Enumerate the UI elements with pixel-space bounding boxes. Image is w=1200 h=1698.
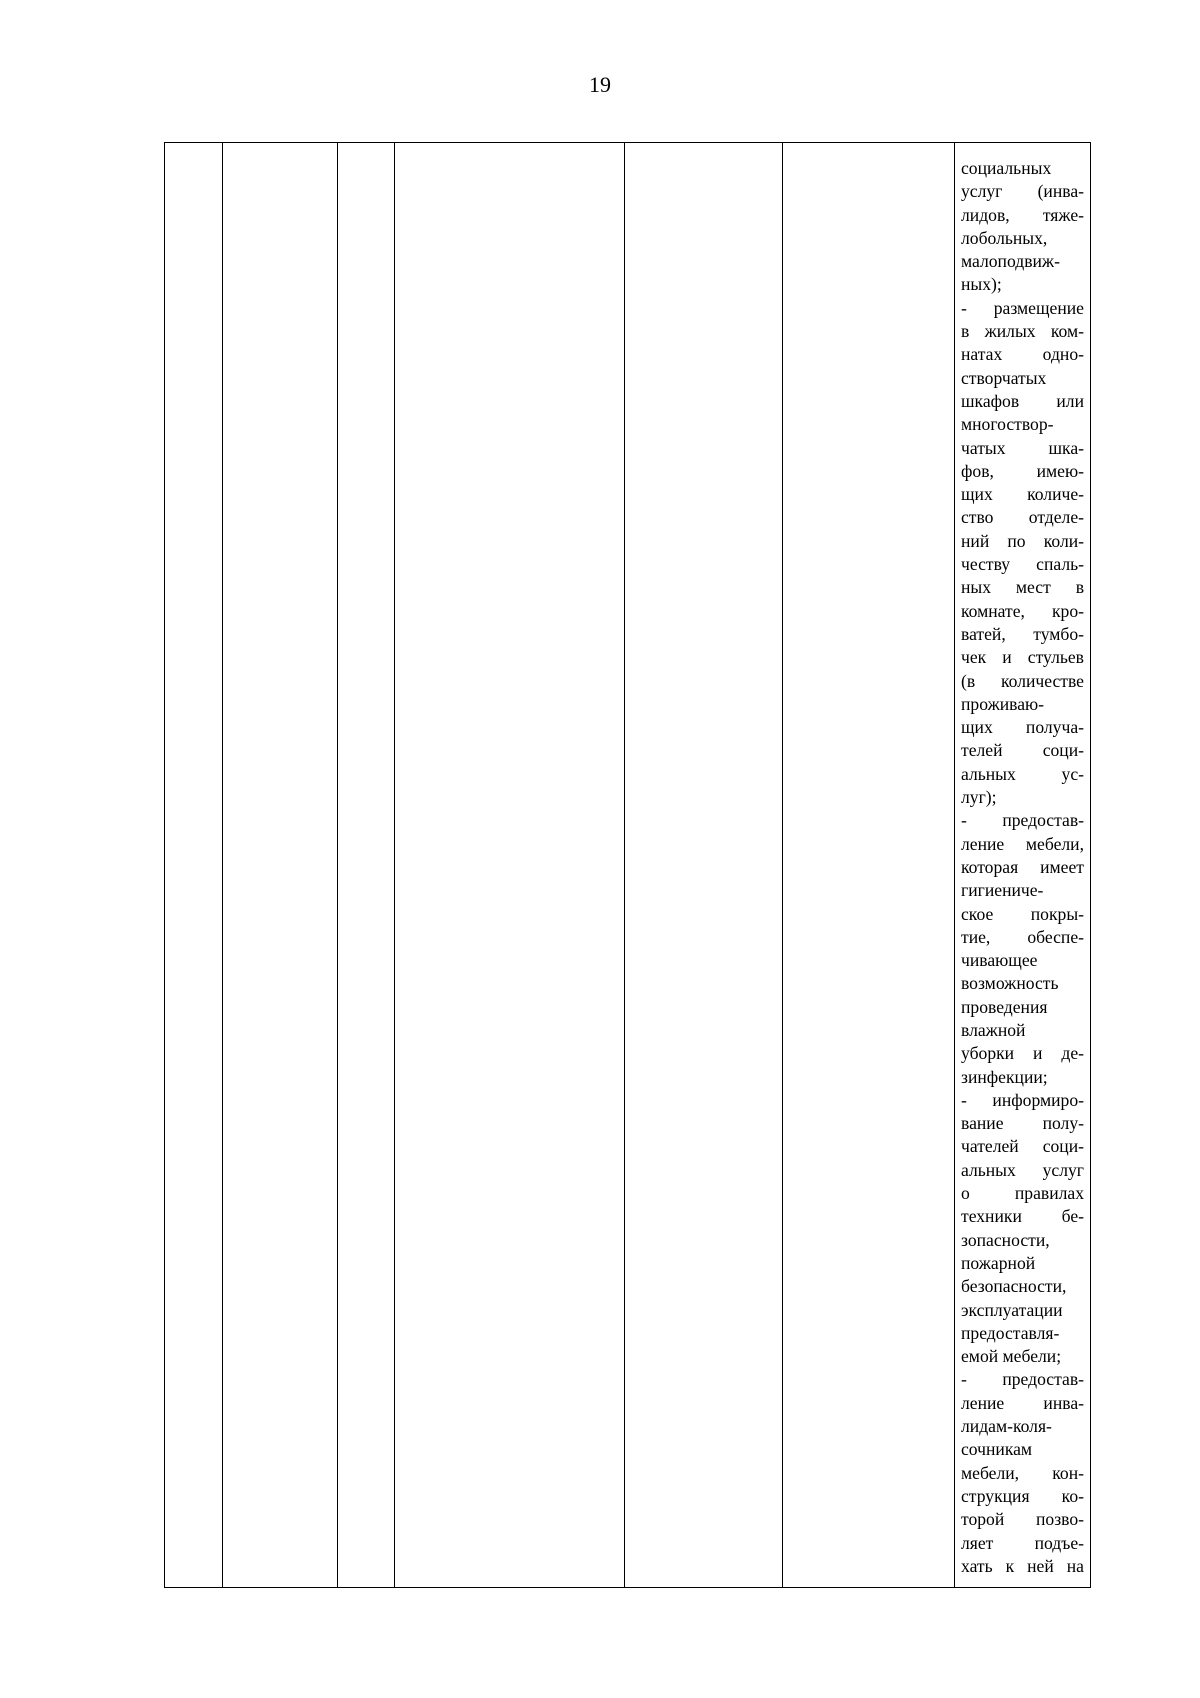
table-cell-col-1 bbox=[165, 143, 223, 1588]
table-cell-col-6 bbox=[783, 143, 955, 1588]
text-line: телей соци- bbox=[961, 740, 1084, 761]
text-line: зопасности, bbox=[961, 1229, 1050, 1250]
text-line: проживаю- bbox=[961, 693, 1045, 714]
text-line: щих получа- bbox=[961, 717, 1084, 738]
text-line: натах одно- bbox=[961, 344, 1084, 365]
text-line: мебели, кон- bbox=[961, 1462, 1084, 1483]
text-line: ство отделе- bbox=[961, 507, 1084, 528]
text-line: социальных bbox=[961, 158, 1052, 178]
text-line: ляет подъе- bbox=[961, 1532, 1084, 1553]
text-line: возможность bbox=[961, 973, 1059, 994]
table-cell-col-3 bbox=[338, 143, 395, 1588]
text-line: вание полу- bbox=[961, 1113, 1084, 1134]
text-line: хать к ней на bbox=[961, 1555, 1084, 1576]
text-line: чек и стульев bbox=[961, 647, 1084, 668]
text-line: чателей соци- bbox=[961, 1136, 1084, 1157]
table-cell-col-4 bbox=[395, 143, 625, 1588]
text-line: уборки и де- bbox=[961, 1043, 1084, 1064]
text-line: ление инва- bbox=[961, 1392, 1084, 1413]
text-line: которая имеет bbox=[961, 856, 1084, 877]
text-line: альных ус- bbox=[961, 763, 1084, 784]
text-line: шкафов или bbox=[961, 390, 1084, 411]
text-line: предоставля- bbox=[961, 1322, 1060, 1343]
document-table bbox=[164, 142, 1091, 1588]
text-line: многоствор- bbox=[961, 414, 1054, 435]
text-line: сочникам bbox=[961, 1439, 1033, 1460]
text-line: проведения bbox=[961, 996, 1048, 1017]
text-line: ское покры- bbox=[961, 903, 1084, 924]
text-line: - предостав- bbox=[961, 1369, 1084, 1390]
text-line: лобольных, bbox=[961, 227, 1048, 248]
text-line: (в количестве bbox=[961, 670, 1084, 691]
text-line: лидам-коля- bbox=[961, 1416, 1052, 1437]
text-line: ных мест в bbox=[961, 577, 1084, 598]
table-cell-col-5 bbox=[625, 143, 783, 1588]
text-line: услуг (инва- bbox=[961, 181, 1084, 202]
text-line: лидов, тяже- bbox=[961, 204, 1084, 225]
text-line: честву спаль- bbox=[961, 554, 1084, 575]
text-line: фов, имею- bbox=[961, 460, 1084, 481]
text-line: гигиениче- bbox=[961, 880, 1044, 901]
text-line: пожарной bbox=[961, 1252, 1036, 1273]
text-line: безопасности, bbox=[961, 1276, 1067, 1297]
text-line: комнате, кро- bbox=[961, 600, 1084, 621]
text-line: о правилах bbox=[961, 1183, 1084, 1204]
text-line: зинфекции; bbox=[961, 1066, 1048, 1087]
text-line: луг); bbox=[961, 787, 997, 808]
text-line: струкция ко- bbox=[961, 1485, 1084, 1506]
text-line: чивающее bbox=[961, 950, 1038, 971]
text-line: емой мебели; bbox=[961, 1346, 1062, 1367]
text-line: ление мебели, bbox=[961, 833, 1084, 854]
table-row bbox=[165, 143, 1091, 1588]
text-line: ватей, тумбо- bbox=[961, 623, 1084, 644]
text-line: техники бе- bbox=[961, 1206, 1084, 1227]
table-cell-col-7 bbox=[955, 143, 1091, 1588]
table-cell-col-2 bbox=[223, 143, 338, 1588]
text-line: в жилых ком- bbox=[961, 321, 1084, 342]
text-line: ных); bbox=[961, 274, 1002, 295]
text-line: - предостав- bbox=[961, 810, 1084, 831]
text-line: створчатых bbox=[961, 367, 1047, 388]
text-line: чатых шка- bbox=[961, 437, 1084, 458]
page-number: 19 bbox=[589, 72, 611, 97]
text-line: влажной bbox=[961, 1019, 1026, 1040]
text-line: - информиро- bbox=[961, 1089, 1084, 1110]
text-line: ний по коли- bbox=[961, 530, 1084, 551]
text-line: щих количе- bbox=[961, 484, 1084, 505]
text-line: тие, обеспе- bbox=[961, 926, 1084, 947]
text-line: торой позво- bbox=[961, 1509, 1084, 1530]
text-line: эксплуатации bbox=[961, 1299, 1063, 1320]
text-line: - размещение bbox=[961, 297, 1084, 318]
cell-requirements-text bbox=[961, 157, 1084, 1578]
text-line: малоподвиж- bbox=[961, 251, 1060, 272]
text-line: альных услуг bbox=[961, 1159, 1084, 1180]
